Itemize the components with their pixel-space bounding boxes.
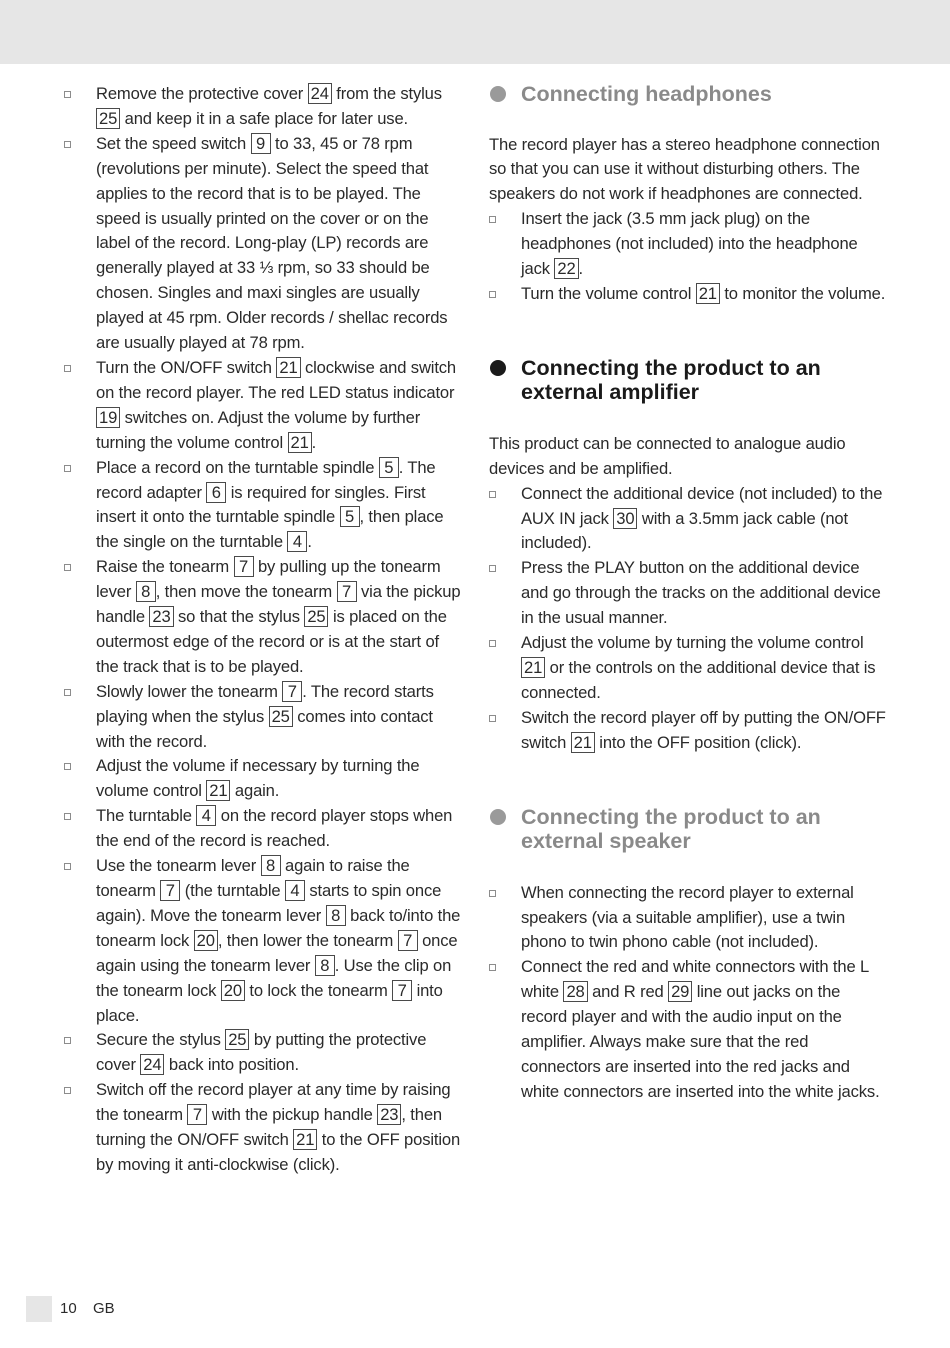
part-number-ref: 8 [261, 855, 281, 876]
item-text: Slowly lower the tonearm [96, 681, 283, 701]
checkbox-bullet-icon [64, 564, 71, 571]
footer-page-box [26, 1296, 52, 1322]
item-text: . The record starts playing when the stylus [96, 681, 434, 726]
part-number-ref: 29 [668, 981, 692, 1002]
checkbox-bullet-icon [489, 715, 496, 722]
headphones-list [489, 207, 889, 307]
item-text: via the pickup handle [96, 582, 461, 627]
list-item [489, 207, 889, 282]
part-number-ref: 21 [521, 657, 545, 678]
item-text: Press the PLAY button on the additional device and go through the tracks on the additional device in the usual manner. [521, 558, 881, 628]
item-text: , then lower the tonearm [217, 930, 398, 950]
checkbox-bullet-icon [489, 491, 496, 498]
checkbox-bullet-icon [489, 640, 496, 647]
part-number-ref: 8 [136, 581, 156, 602]
list-item [489, 556, 889, 631]
item-text: or the controls on the additional device that is connected. [521, 658, 876, 702]
heading-text: Connecting headphones [521, 82, 772, 106]
part-number-ref: 8 [315, 955, 335, 976]
item-text: . The record adapter [96, 457, 436, 502]
checkbox-bullet-icon [64, 813, 71, 820]
item-text: to 33, 45 or 78 rpm (revolutions per minute). Select the speed that applies to the record that is to be played. The speed is usually printed on the cover or on the label of the record. Long-play (LP) records are generally played at 33 ⅓ rpm, so 33 should be chosen. Singles and maxi singles are usually played at 45 rpm. Older records / shellac records are usually played at 78 rpm. [96, 133, 448, 353]
item-text: with a 3.5mm jack cable (not included). [521, 508, 848, 553]
checkbox-bullet-icon [64, 763, 71, 770]
language-code: GB [93, 1300, 115, 1317]
page-number: 10 [60, 1300, 77, 1317]
list-item [64, 854, 464, 1028]
checkbox-bullet-icon [489, 964, 496, 971]
left-instruction-list [64, 82, 464, 1178]
part-number-ref: 7 [160, 880, 180, 901]
list-item [64, 804, 464, 854]
part-number-ref: 24 [140, 1054, 164, 1075]
section-heading-headphones [489, 82, 889, 107]
item-text: . Use the clip on the tonearm lock [96, 955, 452, 1000]
left-column [64, 82, 464, 1178]
list-item [64, 82, 464, 132]
checkbox-bullet-icon [64, 863, 71, 870]
item-text: clockwise and switch on the record player. The red LED status indicator [96, 357, 457, 402]
part-number-ref: 24 [308, 83, 332, 104]
part-number-ref: 4 [196, 805, 216, 826]
part-number-ref: 21 [571, 732, 595, 753]
amplifier-intro: This product can be connected to analogue audio devices and be amplified. [489, 433, 846, 478]
item-text: switches on. Adjust the volume by further turning the volume control [96, 407, 421, 452]
list-item [64, 754, 464, 804]
item-text: , then place the single on the turntable [96, 507, 444, 552]
part-number-ref: 7 [282, 681, 302, 702]
part-number-ref: 5 [340, 506, 360, 527]
bullet-dot-icon [490, 809, 506, 825]
item-text: Remove the protective cover [96, 84, 308, 103]
list-item [64, 456, 464, 556]
item-text: Secure the stylus [96, 1030, 226, 1050]
list-item [489, 482, 889, 557]
item-text: The turntable [96, 806, 197, 826]
item-text: Adjust the volume by turning the volume control [521, 633, 864, 653]
item-text: by pulling up the tonearm lever [96, 557, 441, 602]
part-number-ref: 4 [285, 880, 305, 901]
part-number-ref: 25 [304, 606, 328, 627]
part-number-ref: 5 [379, 457, 399, 478]
item-text: Adjust the volume if necessary by turning the volume control [96, 756, 420, 801]
heading-text: Connecting the product to an external speaker [521, 804, 821, 854]
item-text: with the pickup handle [207, 1105, 378, 1125]
item-text: Turn the volume control [521, 283, 696, 303]
part-number-ref: 7 [234, 556, 254, 577]
checkbox-bullet-icon [489, 216, 496, 223]
header-band [0, 0, 950, 64]
list-item [489, 955, 889, 1104]
checkbox-bullet-icon [64, 91, 71, 98]
checkbox-bullet-icon [64, 1037, 71, 1044]
part-number-ref: 4 [287, 531, 307, 552]
list-item [64, 555, 464, 680]
section-heading-amplifier [489, 356, 889, 405]
item-text: Place a record on the turntable spindle [96, 457, 379, 477]
item-text: Insert the jack (3.5 mm jack plug) on the headphones (not included) into the headphone jack [521, 209, 858, 279]
item-text: again. [230, 781, 280, 801]
part-number-ref: 21 [206, 780, 230, 801]
item-text: Connect the red and white connectors with the L white [521, 957, 869, 1002]
part-number-ref: 21 [696, 283, 720, 304]
item-text: back into position. [164, 1055, 299, 1075]
bullet-dot-icon [490, 86, 506, 102]
item-text: into the OFF position (click). [594, 732, 802, 752]
item-text: Turn the ON/OFF switch [96, 357, 277, 377]
part-number-ref: 7 [398, 930, 418, 951]
part-number-ref: 7 [392, 980, 412, 1001]
part-number-ref: 21 [288, 432, 312, 453]
bullet-dot-icon [490, 360, 506, 376]
part-number-ref: 9 [251, 133, 271, 154]
item-text: to the OFF position by moving it anti-clockwise (click). [96, 1130, 461, 1174]
part-number-ref: 25 [225, 1029, 249, 1050]
item-text: once again using the tonearm lever [96, 930, 458, 975]
checkbox-bullet-icon [489, 890, 496, 897]
item-text: on the record player stops when the end of the record is reached. [96, 806, 453, 851]
item-text: to lock the tonearm [244, 980, 393, 1000]
list-item [489, 631, 889, 706]
part-number-ref: 6 [206, 482, 226, 503]
item-text: Raise the tonearm [96, 557, 234, 577]
checkbox-bullet-icon [489, 565, 496, 572]
item-text: back to/into the tonearm lock [96, 905, 461, 950]
part-number-ref: 19 [96, 407, 120, 428]
right-column [489, 82, 889, 1105]
item-text: Connect the additional device (not included) to the AUX IN jack [521, 483, 883, 528]
list-item [489, 282, 889, 307]
item-text: Switch off the record player at any time by raising the tonearm [96, 1080, 451, 1125]
part-number-ref: 25 [96, 108, 120, 129]
item-text: again to raise the tonearm [96, 856, 410, 900]
amplifier-list [489, 482, 889, 756]
item-text: When connecting the record player to external speakers (via a suitable amplifier), use a twin phono to twin phono cable (not included). [521, 882, 854, 952]
part-number-ref: 21 [293, 1129, 317, 1150]
checkbox-bullet-icon [64, 141, 71, 148]
part-number-ref: 28 [563, 981, 587, 1002]
part-number-ref: 22 [554, 258, 578, 279]
item-text: starts to spin once again). Move the tonearm lever [96, 881, 442, 925]
list-item [489, 706, 889, 756]
item-text: is required for singles. First insert it onto the turntable spindle [96, 482, 426, 527]
list-item [489, 881, 889, 956]
item-text: by putting the protective cover [96, 1030, 427, 1075]
checkbox-bullet-icon [64, 689, 71, 696]
part-number-ref: 25 [269, 706, 293, 727]
checkbox-bullet-icon [64, 1087, 71, 1094]
checkbox-bullet-icon [64, 465, 71, 472]
part-number-ref: 20 [221, 980, 245, 1001]
item-text: comes into contact with the record. [96, 706, 433, 751]
list-item [64, 680, 464, 755]
checkbox-bullet-icon [489, 291, 496, 298]
list-item [64, 356, 464, 456]
heading-text: Connecting the product to an external amplifier [521, 355, 821, 405]
part-number-ref: 20 [194, 930, 218, 951]
list-item [64, 132, 464, 356]
item-text: Use the tonearm lever [96, 856, 261, 876]
item-text: , then turning the ON/OFF switch [96, 1105, 442, 1150]
item-text: into place. [96, 980, 443, 1025]
item-text: and keep it in a safe place for later use. [120, 108, 408, 128]
list-item [64, 1028, 464, 1078]
part-number-ref: 7 [337, 581, 357, 602]
checkbox-bullet-icon [64, 365, 71, 372]
item-text: . [311, 432, 317, 452]
speaker-list [489, 881, 889, 1105]
part-number-ref: 8 [326, 905, 346, 926]
part-number-ref: 21 [276, 357, 300, 378]
part-number-ref: 30 [613, 508, 637, 529]
item-text: . [307, 532, 312, 552]
item-text: (the turntable [180, 881, 285, 900]
part-number-ref: 23 [377, 1104, 401, 1125]
item-text: . [578, 259, 584, 279]
item-text: Switch the record player off by putting the ON/OFF switch [521, 707, 886, 752]
headphones-intro: The record player has a stereo headphone connection so that you can use it without disturbing others. The speakers do not work if headphones are connected. [489, 134, 880, 204]
item-text: to monitor the volume. [719, 283, 886, 303]
item-text: is placed on the outermost edge of the record or is at the start of the track that is to be played. [96, 607, 447, 676]
item-text: line out jacks on the record player and with the audio input on the amplifier. Always make sure that the red connectors are inserted into the red jacks and white connectors are inserted into the white jacks. [521, 982, 880, 1101]
part-number-ref: 7 [187, 1104, 207, 1125]
section-heading-speaker [489, 805, 889, 854]
item-text: and R red [587, 982, 669, 1002]
item-text: Set the speed switch [96, 133, 251, 153]
item-text: from the stylus [331, 84, 442, 103]
part-number-ref: 23 [149, 606, 173, 627]
list-item [64, 1078, 464, 1178]
item-text: so that the stylus [173, 607, 305, 627]
item-text: , then move the tonearm [155, 582, 337, 602]
